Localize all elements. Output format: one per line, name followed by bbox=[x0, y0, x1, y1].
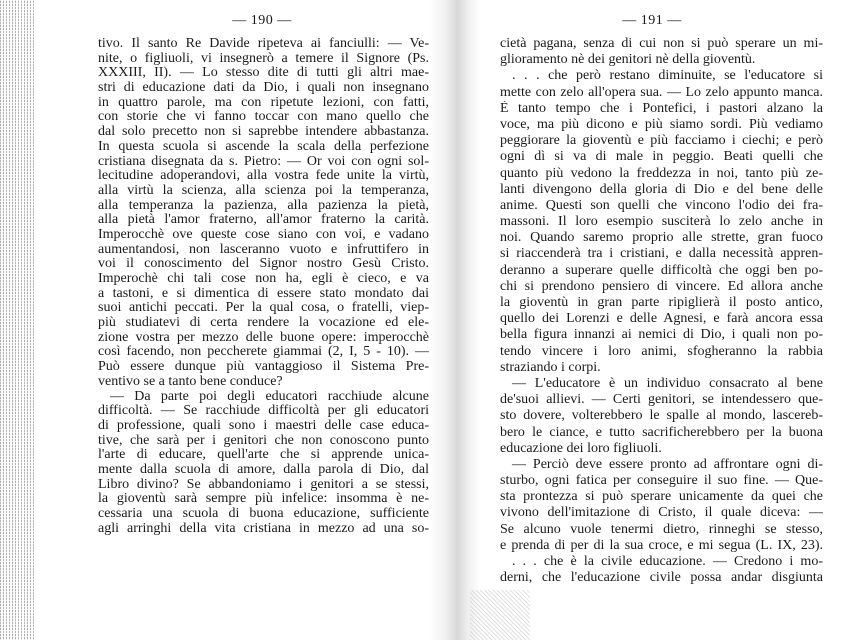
text-line: vivono dell'imitazione di Cristo, il quale diceva: — bbox=[500, 505, 823, 521]
text-line: e prenda di per di la sua croce, e mi segua (L. IX, 23). bbox=[500, 537, 823, 553]
text-line: voce, ma più dicono e più siamo sordi. Più vediamo bbox=[500, 116, 823, 132]
text-line: alla pietà l'amor fraterno, all'amor fraterno la carità. bbox=[98, 213, 429, 228]
text-line: aumentandosi, non lasceranno vuoto e infruttifero in bbox=[98, 242, 429, 257]
text-line: — Perciò deve essere pronto ad affrontare ogni di- bbox=[512, 456, 823, 472]
text-line: derni, che l'educazione civile possa andar disgiunta bbox=[500, 570, 823, 586]
text-line: educazione dei loro figliuoli. bbox=[500, 440, 662, 456]
text-line: ogni dì si va di male in peggio. Beati quelli che bbox=[500, 149, 823, 165]
page-number-190: — 190 — bbox=[232, 13, 292, 28]
text-line: di professione, quali sono i maestri delle case educa- bbox=[98, 418, 429, 433]
text-line: lecitudine adoperandovi, alla vostra fede unite la virtù, bbox=[98, 169, 429, 184]
book-gutter bbox=[430, 0, 480, 640]
text-line: glioramento nè dei genitori nè della gioventù. bbox=[500, 52, 756, 68]
text-line: in quattro parole, ma con ripetute lezioni, con fatti, bbox=[98, 95, 429, 110]
text-line: deranno a superare quelle difficoltà che oggi ben po- bbox=[500, 262, 823, 278]
text-line: — Da parte poi degli educatori racchiude alcune bbox=[110, 389, 429, 404]
text-line: peggiorare la gioventù e più facciamo i ciechi; e però bbox=[500, 133, 823, 149]
text-line: voi il conoscimento del Signor nostro Gesù Cristo. bbox=[98, 257, 429, 272]
scan-noise bbox=[470, 590, 530, 640]
page-number-191: — 191 — bbox=[622, 13, 682, 28]
text-line: quanto più vedono la freddezza in noi, tanto più ze- bbox=[500, 165, 823, 181]
text-line: sto dovere, volterebbero le spalle al mondo, lascereb- bbox=[500, 408, 823, 424]
text-line: la gioventù sarà sempre più infelice: insomma è ne- bbox=[98, 492, 429, 507]
text-line: nite, o figliuoli, vi insegnerò a temere il Signore (Ps. bbox=[98, 51, 429, 66]
text-line: noi. Quando saremo proprio alle strette, gran fuoco bbox=[500, 230, 823, 246]
text-line: dal solo precetto non si saprebbe intendere abbastanza. bbox=[98, 125, 429, 140]
text-line: stri di educazione dati da Dio, i quali non insegnano bbox=[98, 81, 429, 96]
text-line: alla temperanza la pazienza, alla pazienza la pietà, bbox=[98, 198, 429, 213]
text-line: ventivo se a tanto bene conduce? bbox=[98, 374, 283, 389]
text-line: zione vostra per mezzo delle buone opere: imperocchè bbox=[98, 330, 429, 345]
text-line: si riaccenderà tra i cristiani, e dalla necessità appren- bbox=[500, 246, 823, 262]
text-line: mette con zelo all'opera sua. — Lo zelo appunto manca. bbox=[500, 84, 823, 100]
text-line: a tastoni, e si dimentica di essere stato mondato dai bbox=[98, 286, 429, 301]
text-line: la gioventù in gran parte ripiglierà il posto antico, bbox=[500, 295, 823, 310]
page-edge-texture bbox=[0, 0, 34, 640]
text-line: massoni. Il loro esempio susciterà lo zelo anche in bbox=[500, 214, 823, 230]
text-line: Libro divino? Se abbandoniamo i genitori a se stessi, bbox=[98, 477, 429, 492]
text-line: È tanto tempo che i Pontefici, i pastori alzano la bbox=[500, 100, 823, 116]
text-line: chi si prendono pensiero di vincere. Ed allora anche bbox=[500, 278, 823, 294]
text-line: de'suoi allievi. — Certi genitori, se intendessero que- bbox=[500, 392, 823, 408]
text-line: XXXIII, II). — Lo stesso dite di tutti gli altri mae- bbox=[98, 66, 429, 81]
text-line: . . . che però restano diminuite, se l'educatore si bbox=[512, 68, 823, 84]
text-line: difficoltà. — Se racchiude difficoltà per gli educatori bbox=[98, 404, 429, 419]
text-line: Può essere dunque più vantaggioso il Sistema Pre- bbox=[98, 360, 429, 375]
text-line: cristiana disegnata da s. Pietro: — Or voi con ogni sol- bbox=[98, 154, 429, 169]
text-line: con storie che vi fanno toccar con mano quello che bbox=[98, 110, 429, 125]
text-line: cessaria una scuola di buona educazione, sufficiente bbox=[98, 507, 429, 521]
text-line: più studiatevi di certa rendere la vocazione ed ele- bbox=[98, 316, 429, 331]
text-line: mente dalla scuola di amore, dalla parola di Dio, dal bbox=[98, 462, 429, 477]
text-line: In questa scuola si ascende la scala della perfezione bbox=[98, 139, 429, 154]
text-line: suoi antichi peccati. Per la qual cosa, o fratelli, viep- bbox=[98, 301, 429, 316]
text-line: sturbo, ogni fatica per conseguire il suo fine. — Que- bbox=[500, 473, 823, 489]
text-line: . . . che è la civile educazione. — Credono i mo- bbox=[512, 554, 823, 569]
text-line: Imperocchè ove queste cose siano con voi, e vadano bbox=[98, 227, 429, 242]
text-line: lanti divengono della gloria di Dio e del bene delle bbox=[500, 181, 823, 197]
text-line: tivo. Il santo Re Davide ripeteva ai fanciulli: — Ve- bbox=[98, 37, 429, 51]
text-line: — L'educatore è un individuo consacrato al bene bbox=[512, 375, 823, 391]
text-line: anime. Questi son quelli che vincono l'odio dei fra- bbox=[500, 197, 823, 213]
text-line: straziando i corpi. bbox=[500, 359, 601, 375]
text-line: bero le ciance, e tutto sacrificherebbero per la buona bbox=[500, 424, 823, 440]
text-line: bella figura innanzi ai nemici di Dio, i quali non po- bbox=[500, 327, 823, 343]
text-line: così facendo, non peccherete giammai (2, I, 5 - 10). — bbox=[98, 345, 429, 360]
text-line: quello dei Lorenzi e delle Agnesi, e farà ancora essa bbox=[500, 311, 823, 327]
text-line: tendo vincere i loro animi, sfogheranno la rabbia bbox=[500, 343, 823, 359]
text-line: sta prontezza si può sperare unicamente da quei che bbox=[500, 489, 823, 505]
text-line: tive, che sarà per i genitori che non conoscono punto bbox=[98, 433, 429, 448]
text-line: Imperochè chi tali cose non ha, egli è cieco, e va bbox=[98, 272, 429, 286]
text-line: Se alcuno vuole tenermi dietro, rinneghi se stesso, bbox=[500, 521, 823, 537]
text-line: agli arringhi della vita cristiana in mezzo ad una so- bbox=[98, 521, 429, 536]
text-line: alla virtù la scienza, alla scienza poi la temperanza, bbox=[98, 183, 429, 198]
right-page-text bbox=[500, 36, 823, 586]
text-line: cietà pagana, senza di cui non si può sperare un mi- bbox=[500, 36, 823, 51]
text-line: l'arte di educare, quell'arte che si apprende unica- bbox=[98, 448, 429, 463]
left-page-text bbox=[98, 37, 429, 536]
